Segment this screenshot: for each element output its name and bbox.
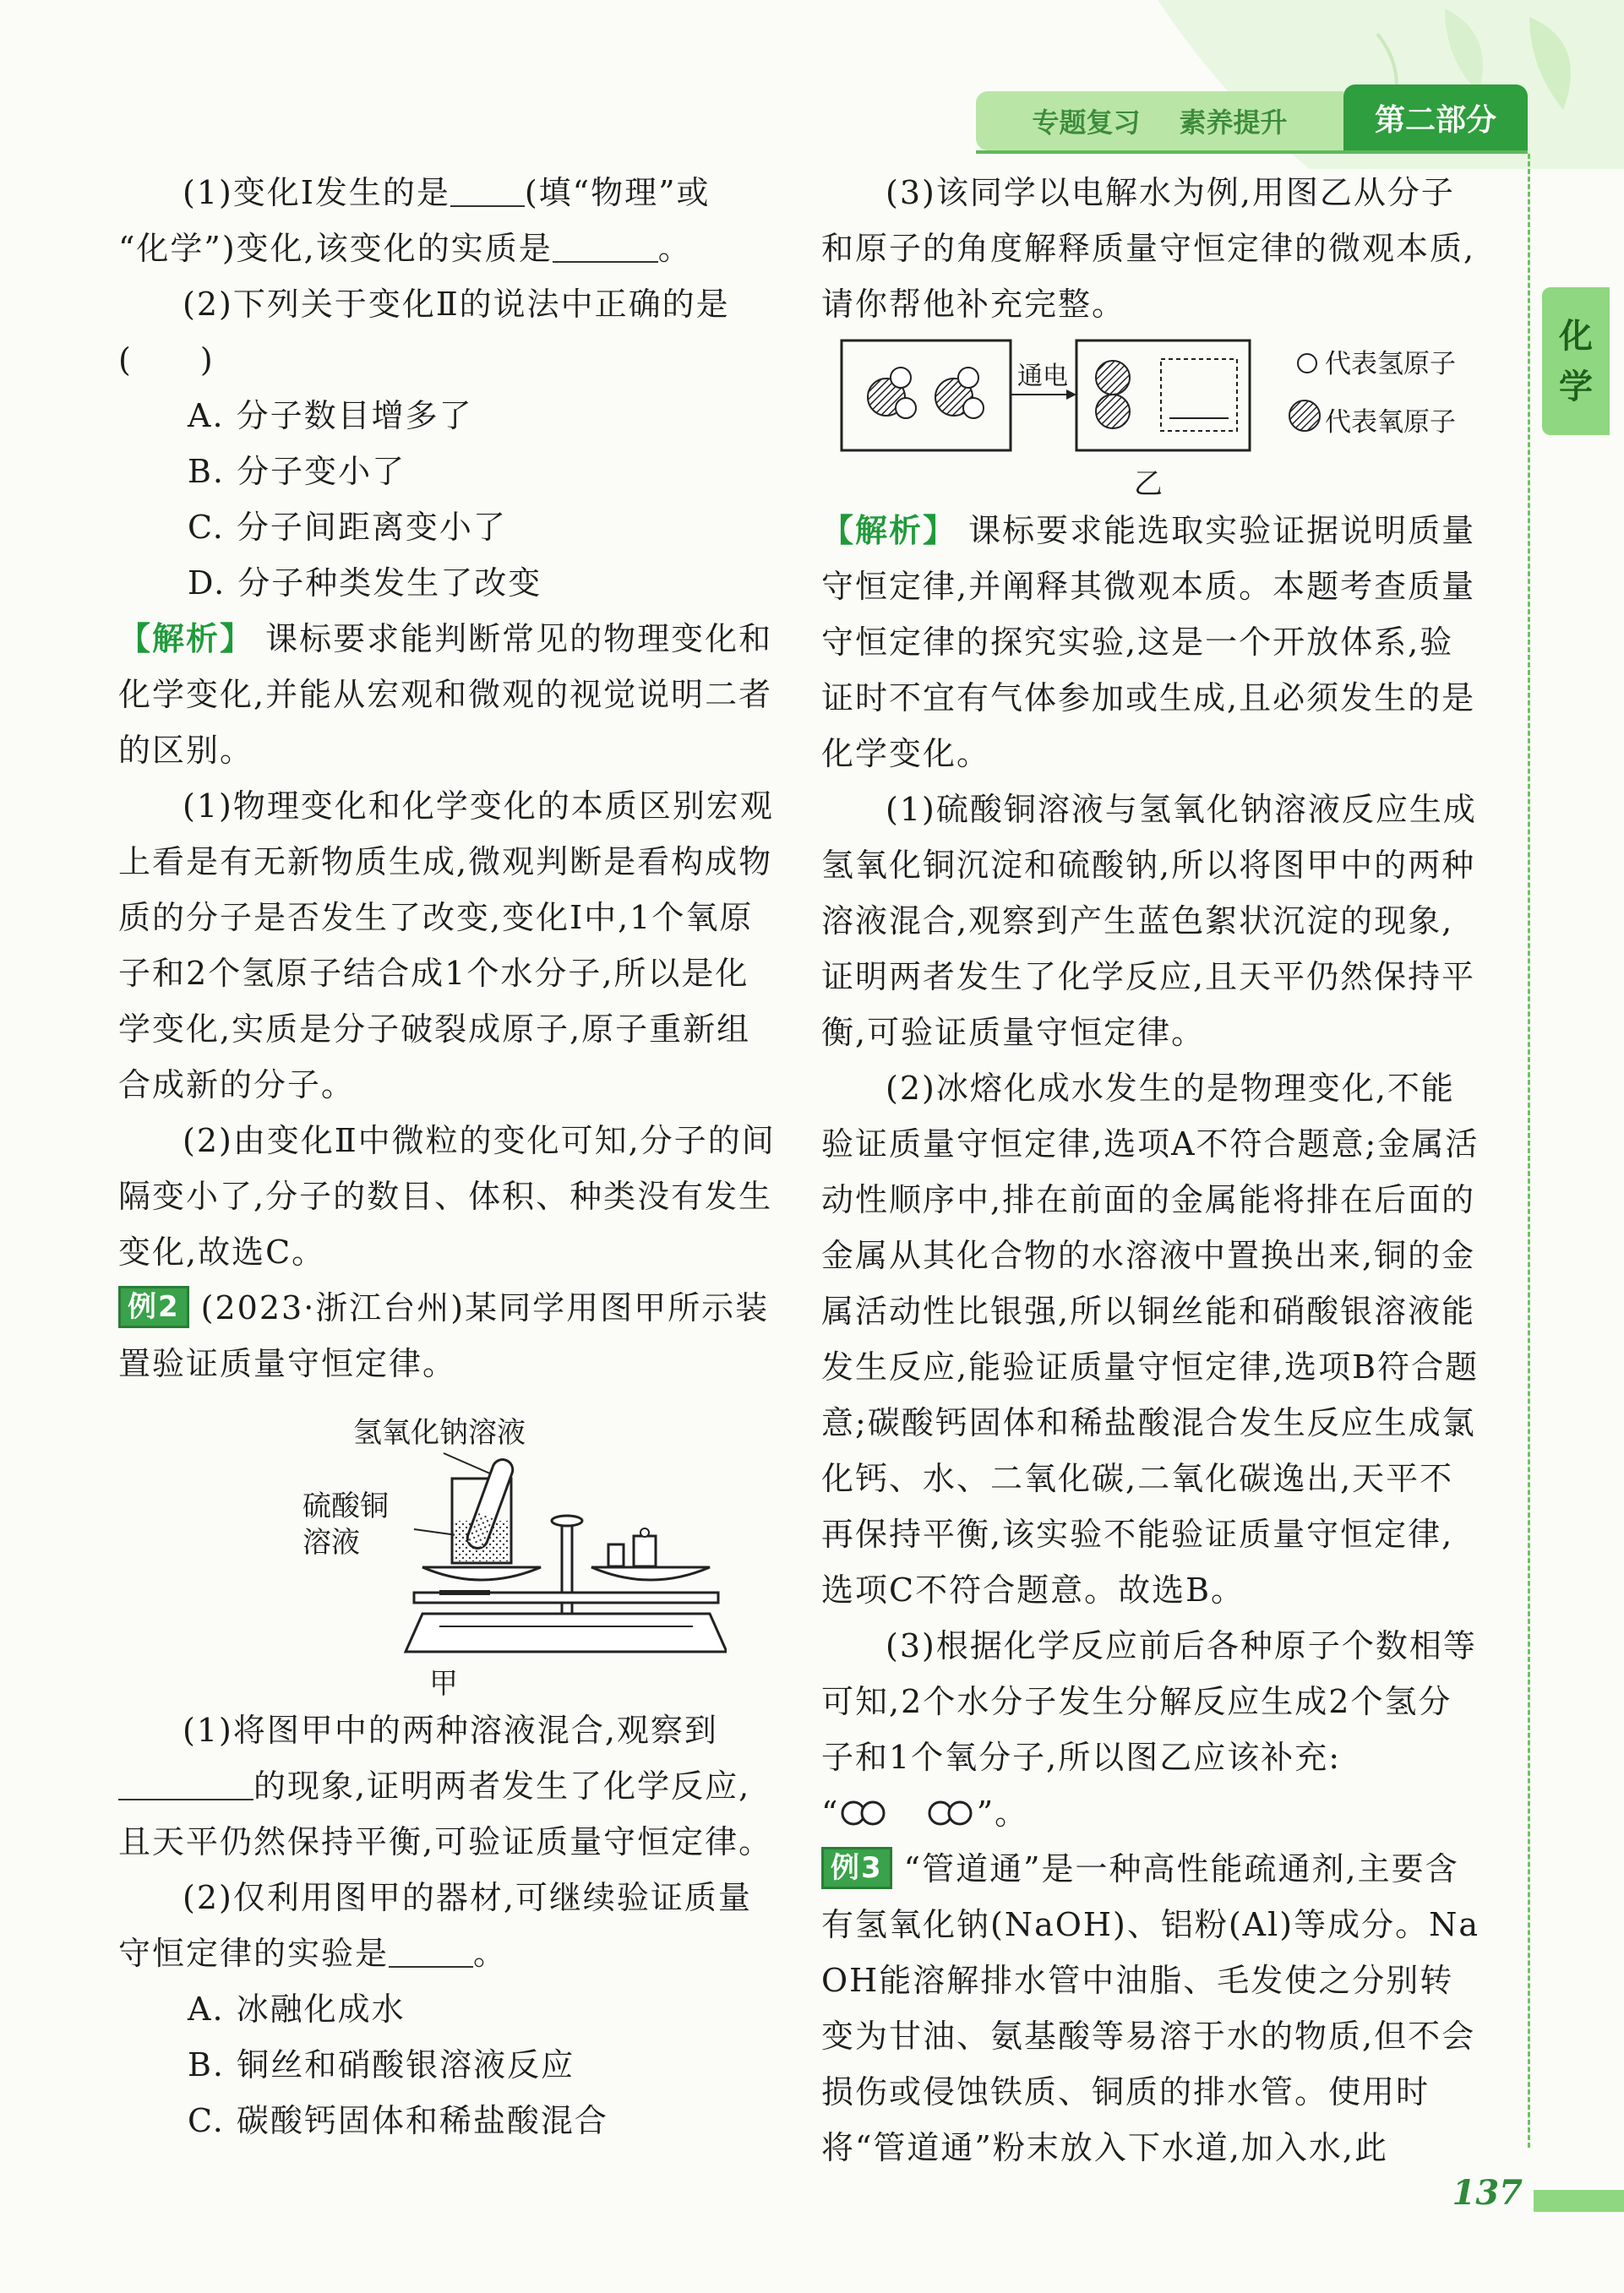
arrow-label-electrolysis: 通电 bbox=[1017, 362, 1068, 391]
q2-stem: (2)下列关于变化Ⅱ的说法中正确的是 bbox=[183, 286, 730, 323]
q3-stem: (3)该同学以电解水为例,用图乙从分子和原子的角度解释质量守恒定律的微观本质,请你帮他补充完整。 bbox=[821, 174, 1476, 323]
q2-bracket: ( ) bbox=[118, 341, 215, 379]
example-2-q2-line1: (2)仅利用图甲的器材,可继续验证质量 bbox=[183, 1879, 752, 1916]
header-section-tab bbox=[976, 91, 1343, 150]
answer-blank bbox=[553, 232, 658, 263]
answer-blank bbox=[450, 177, 525, 207]
hydrogen-molecule-icon bbox=[926, 1799, 977, 1827]
header-part-label: 第二部分 bbox=[1374, 102, 1496, 138]
header-underline bbox=[976, 150, 1528, 154]
label-cuso4-line1: 硫酸铜 bbox=[302, 1490, 389, 1523]
answer-blank bbox=[118, 1770, 253, 1800]
example-2-stem: 例2 (2023·浙江台州)某同学用图甲所示装置验证质量守恒定律。 bbox=[118, 1280, 777, 1392]
label-naoh-solution: 氢氧化钠溶液 bbox=[353, 1416, 526, 1450]
figure-yi-caption: 乙 bbox=[1134, 467, 1163, 501]
answer-molecules-line: “ ”。 bbox=[821, 1795, 1029, 1832]
header-part-tab bbox=[1343, 84, 1528, 150]
analysis-tag: 【解析】 bbox=[118, 620, 254, 657]
margin-dashed-line bbox=[1528, 154, 1530, 2148]
subject-side-tab bbox=[1542, 287, 1610, 435]
hydrogen-molecule-icon bbox=[839, 1799, 890, 1827]
example-2-q1-line2: 的现象,证明两者发生了化学反应, bbox=[118, 1758, 777, 1814]
answer-blank bbox=[389, 1937, 473, 1968]
analysis-paragraph: 【解析】 课标要求能判断常见的物理变化和化学变化,并能从宏观和微观的视觉说明二者的区别。 bbox=[118, 620, 773, 769]
analysis-part-1: (1)物理变化和化学变化的本质区别宏观上看是有无新物质生成,微观判断是看构成物质的分子是否发生了改变,变化Ⅰ中,1个氧原子和2个氢原子结合成1个水分子,所以是化学变化,实质是分子破裂成原子,原子重新组合成新的分子。 bbox=[118, 787, 774, 1103]
q2-option-b: B. 分子变小了 bbox=[188, 453, 406, 490]
q1-line1: (1)变化Ⅰ发生的是 (填“物理”或 bbox=[183, 174, 711, 211]
oxygen-atom-legend-icon bbox=[1284, 395, 1325, 436]
analysis-tag-right: 【解析】 bbox=[821, 512, 957, 549]
legend-oxygen: 代表氧原子 bbox=[1325, 407, 1456, 438]
balance-apparatus-figure bbox=[363, 1445, 727, 1656]
analysis-right-part-1: (1)硫酸铜溶液与氢氧化钠溶液反应生成氢氧化铜沉淀和硫酸钠,所以将图甲中的两种溶液混合,观察到产生蓝色絮状沉淀的现象,证明两者发生了化学反应,且天平仍然保持平衡,可验证质量守恒定律。 bbox=[821, 791, 1477, 1051]
example-2-option-c: C. 碳酸钙固体和稀盐酸混合 bbox=[188, 2102, 608, 2139]
example-3-stem: 例3 “管道通”是一种高性能疏通剂,主要含有氢氧化钠(NaOH)、铝粉(Al)等成分。NaOH能溶解排水管中油脂、毛发使之分别转变为甘油、氨基酸等易溶于水的物质,但不会损伤或侵蚀铁质、铜质的排水管。使用时将“管道通”粉末放入下水道,加入水,此 bbox=[821, 1841, 1482, 2176]
subject-char-2: 学 bbox=[1559, 367, 1593, 406]
q1-line2: “化学”)变化,该变化的实质是 。 bbox=[118, 230, 692, 267]
q2-option-d: D. 分子种类发生了改变 bbox=[188, 564, 542, 602]
legend-hydrogen: 代表氢原子 bbox=[1325, 349, 1456, 379]
q2-option-c: C. 分子间距离变小了 bbox=[188, 509, 507, 546]
label-cuso4-line2: 溶液 bbox=[302, 1526, 360, 1560]
example-2-q1-line1: (1)将图甲中的两种溶液混合,观察到 bbox=[183, 1712, 718, 1749]
example-2-q1-line3: 且天平仍然保持平衡,可验证质量守恒定律。 bbox=[118, 1823, 773, 1860]
subject-char-1: 化 bbox=[1559, 316, 1593, 356]
electrolysis-figure bbox=[840, 334, 1254, 456]
example-2-tag: 例2 bbox=[118, 1286, 189, 1328]
header-tab-a: 专题复习 bbox=[1032, 106, 1141, 139]
example-3-tag: 例3 bbox=[821, 1847, 892, 1889]
page-number-bar bbox=[1534, 2190, 1624, 2212]
example-2-option-a: A. 冰融化成水 bbox=[188, 1991, 406, 2028]
analysis-right-part-3: (3)根据化学反应前后各种原子个数相等可知,2个水分子发生分解反应生成2个氢分子和1个氧分子,所以图乙应该补充: bbox=[821, 1627, 1477, 1776]
header-tab-b: 素养提升 bbox=[1179, 106, 1288, 139]
figure-jia-caption: 甲 bbox=[429, 1667, 458, 1701]
page-number: 137 bbox=[1452, 2173, 1523, 2213]
q2-option-a: A. 分子数目增多了 bbox=[188, 397, 473, 434]
analysis-paragraph-right: 【解析】 课标要求能选取实验证据说明质量守恒定律,并阐释其微观本质。本题考查质量守恒定律的探究实验,这是一个开放体系,验证时不宜有气体参加或生成,且必须发生的是化学变化。 bbox=[821, 512, 1476, 772]
analysis-part-2: (2)由变化Ⅱ中微粒的变化可知,分子的间隔变小了,分子的数目、体积、种类没有发生变化,故选C。 bbox=[118, 1122, 776, 1271]
hydrogen-atom-legend-icon bbox=[1290, 346, 1324, 380]
example-2-q2-line2: 守恒定律的实验是 。 bbox=[118, 1935, 508, 1972]
example-2-option-b: B. 铜丝和硝酸银溶液反应 bbox=[188, 2046, 575, 2083]
analysis-right-part-2: (2)冰熔化成水发生的是物理变化,不能验证质量守恒定律,选项A不符合题意;金属活动性顺序中,排在前面的金属能将排在后面的金属从其化合物的水溶液中置换出来,铜的金属活动性比银强,所以铜丝能和硝酸银溶液能发生反应,能验证质量守恒定律,选项B符合题意;碳酸钙固体和稀盐酸混合发生反应生成氯化钙、水、二氧化碳,二氧化碳逸出,天平不再保持平衡,该实验不能验证质量守恒定律,选项C不符合题意。故选B。 bbox=[821, 1070, 1480, 1609]
